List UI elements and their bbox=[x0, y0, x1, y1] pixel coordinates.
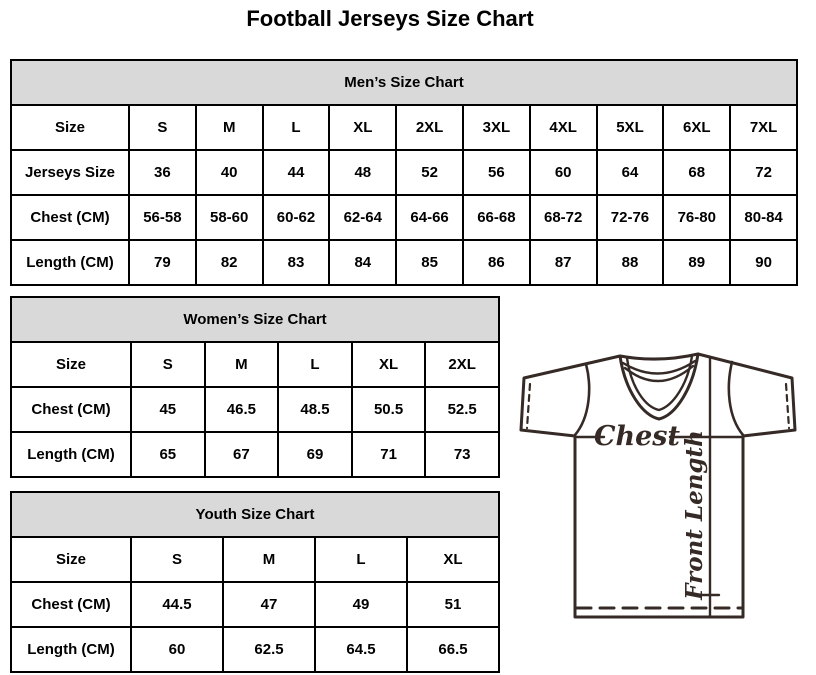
row-header-chest: Chest (CM) bbox=[11, 387, 131, 432]
table-cell: M bbox=[196, 105, 263, 150]
table-cell: 44.5 bbox=[131, 582, 223, 627]
table-cell: M bbox=[205, 342, 279, 387]
table-cell: 87 bbox=[530, 240, 597, 285]
table-cell: XL bbox=[329, 105, 396, 150]
table-cell: S bbox=[131, 342, 205, 387]
table-cell: 62.5 bbox=[223, 627, 315, 672]
table-cell: 60-62 bbox=[263, 195, 330, 240]
womens-size-table bbox=[10, 296, 500, 478]
row-header-chest: Chest (CM) bbox=[11, 195, 129, 240]
table-cell: 2XL bbox=[396, 105, 463, 150]
table-cell: 40 bbox=[196, 150, 263, 195]
youth-size-table bbox=[10, 491, 500, 673]
table-cell: 83 bbox=[263, 240, 330, 285]
left-armhole-seam bbox=[575, 364, 589, 435]
youth-table-title: Youth Size Chart bbox=[11, 492, 499, 537]
table-cell: 4XL bbox=[530, 105, 597, 150]
table-cell: 66.5 bbox=[407, 627, 499, 672]
table-cell: 76-80 bbox=[663, 195, 730, 240]
table-row bbox=[11, 537, 499, 582]
table-cell: S bbox=[131, 537, 223, 582]
table-cell: 90 bbox=[730, 240, 797, 285]
right-cuff-dashed-line bbox=[786, 384, 789, 428]
table-cell: 5XL bbox=[597, 105, 664, 150]
table-cell: 71 bbox=[352, 432, 426, 477]
table-cell: M bbox=[223, 537, 315, 582]
table-cell: 68 bbox=[663, 150, 730, 195]
table-cell: 64-66 bbox=[396, 195, 463, 240]
table-cell: 56-58 bbox=[129, 195, 196, 240]
table-cell: 2XL bbox=[425, 342, 499, 387]
table-cell: 36 bbox=[129, 150, 196, 195]
table-caption-row bbox=[11, 492, 499, 537]
table-row bbox=[11, 150, 797, 195]
table-row bbox=[11, 582, 499, 627]
table-cell: 58-60 bbox=[196, 195, 263, 240]
table-cell: 66-68 bbox=[463, 195, 530, 240]
table-cell: 62-64 bbox=[329, 195, 396, 240]
table-cell: 52.5 bbox=[425, 387, 499, 432]
table-row bbox=[11, 342, 499, 387]
table-cell: 3XL bbox=[463, 105, 530, 150]
jersey-measurement-diagram bbox=[508, 332, 808, 632]
table-cell: 85 bbox=[396, 240, 463, 285]
jersey-diagram-svg bbox=[508, 332, 808, 632]
mens-size-table bbox=[10, 59, 798, 286]
table-cell: 79 bbox=[129, 240, 196, 285]
table-row bbox=[11, 195, 797, 240]
table-cell: XL bbox=[407, 537, 499, 582]
mens-table-title: Men’s Size Chart bbox=[11, 60, 797, 105]
table-cell: 52 bbox=[396, 150, 463, 195]
womens-table-title: Women’s Size Chart bbox=[11, 297, 499, 342]
row-header-length: Length (CM) bbox=[11, 627, 131, 672]
table-cell: 6XL bbox=[663, 105, 730, 150]
table-cell: 44 bbox=[263, 150, 330, 195]
front-length-label: Front Length bbox=[681, 430, 708, 600]
right-armhole-seam bbox=[729, 362, 743, 435]
table-cell: 46.5 bbox=[205, 387, 279, 432]
row-header-size: Size bbox=[11, 342, 131, 387]
table-cell: 89 bbox=[663, 240, 730, 285]
left-cuff-dashed-line bbox=[527, 384, 530, 428]
jersey-outline bbox=[521, 354, 795, 617]
table-cell: 64.5 bbox=[315, 627, 407, 672]
table-cell: 64 bbox=[597, 150, 664, 195]
table-cell: 50.5 bbox=[352, 387, 426, 432]
table-row bbox=[11, 387, 499, 432]
row-header-length: Length (CM) bbox=[11, 432, 131, 477]
table-cell: S bbox=[129, 105, 196, 150]
page-title: Football Jerseys Size Chart bbox=[246, 6, 534, 31]
table-cell: L bbox=[315, 537, 407, 582]
table-cell: 47 bbox=[223, 582, 315, 627]
table-cell: 67 bbox=[205, 432, 279, 477]
table-cell: 45 bbox=[131, 387, 205, 432]
table-cell: 60 bbox=[530, 150, 597, 195]
table-cell: 48.5 bbox=[278, 387, 352, 432]
table-cell: 68-72 bbox=[530, 195, 597, 240]
table-cell: 86 bbox=[463, 240, 530, 285]
chest-label: Chest bbox=[594, 421, 680, 452]
table-cell: 73 bbox=[425, 432, 499, 477]
table-cell: 69 bbox=[278, 432, 352, 477]
table-row bbox=[11, 240, 797, 285]
table-caption-row bbox=[11, 297, 499, 342]
table-cell: 7XL bbox=[730, 105, 797, 150]
table-cell: 80-84 bbox=[730, 195, 797, 240]
table-cell: L bbox=[278, 342, 352, 387]
row-header-length: Length (CM) bbox=[11, 240, 129, 285]
table-row bbox=[11, 627, 499, 672]
table-cell: 48 bbox=[329, 150, 396, 195]
table-cell: 82 bbox=[196, 240, 263, 285]
table-row bbox=[11, 105, 797, 150]
row-header-jerseys-size: Jerseys Size bbox=[11, 150, 129, 195]
table-cell: 49 bbox=[315, 582, 407, 627]
table-caption-row bbox=[11, 60, 797, 105]
table-cell: 88 bbox=[597, 240, 664, 285]
table-cell: L bbox=[263, 105, 330, 150]
row-header-size: Size bbox=[11, 537, 131, 582]
table-cell: 56 bbox=[463, 150, 530, 195]
table-cell: 51 bbox=[407, 582, 499, 627]
table-cell: 60 bbox=[131, 627, 223, 672]
table-cell: 72-76 bbox=[597, 195, 664, 240]
row-header-size: Size bbox=[11, 105, 129, 150]
table-cell: 65 bbox=[131, 432, 205, 477]
table-cell: 84 bbox=[329, 240, 396, 285]
table-row bbox=[11, 432, 499, 477]
row-header-chest: Chest (CM) bbox=[11, 582, 131, 627]
table-cell: XL bbox=[352, 342, 426, 387]
table-cell: 72 bbox=[730, 150, 797, 195]
